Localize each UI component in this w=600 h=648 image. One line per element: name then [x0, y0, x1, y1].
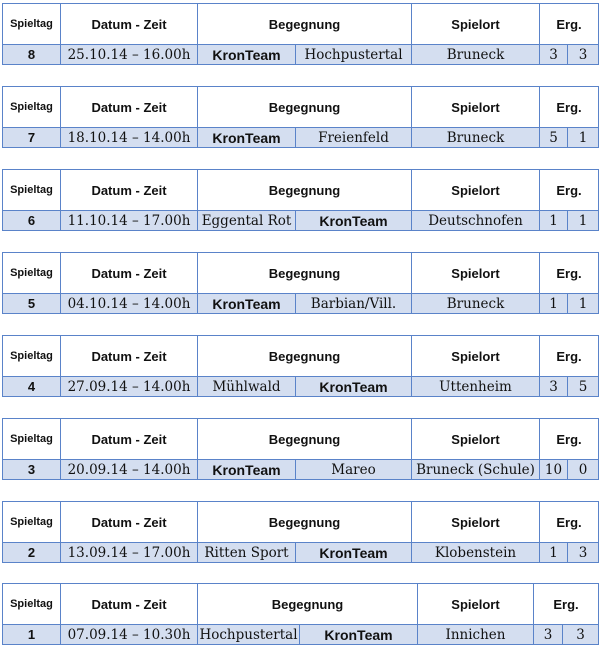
away-team-cell: KronTeam: [296, 543, 412, 563]
spielort-cell: Innichen: [418, 625, 534, 645]
header-spielort: Spielort: [418, 584, 534, 625]
header-datum: Datum - Zeit: [61, 4, 198, 45]
header-spielort: Spielort: [412, 336, 540, 377]
home-team-cell: KronTeam: [198, 45, 296, 65]
header-spielort: Spielort: [412, 253, 540, 294]
header-ergebnis: Erg.: [540, 502, 599, 543]
match-row: [3, 128, 599, 148]
match-table: [2, 583, 599, 645]
away-goals-cell: 0: [568, 460, 599, 480]
spielort-cell: Bruneck (Schule): [412, 460, 540, 480]
header-spieltag: Spieltag: [3, 584, 61, 625]
away-goals-cell: 1: [568, 294, 599, 314]
away-team-cell: KronTeam: [296, 211, 412, 231]
home-team-cell: Eggental Rot: [198, 211, 296, 231]
home-goals-cell: 10: [540, 460, 568, 480]
match-row: [3, 294, 599, 314]
header-spielort: Spielort: [412, 87, 540, 128]
home-goals-cell: 1: [540, 294, 568, 314]
home-goals-cell: 3: [540, 377, 568, 397]
spielort-cell: Uttenheim: [412, 377, 540, 397]
header-spielort: Spielort: [412, 419, 540, 460]
home-team-cell: KronTeam: [198, 128, 296, 148]
away-team-cell: Freienfeld: [296, 128, 412, 148]
away-goals-cell: 1: [568, 128, 599, 148]
datum-cell: 20.09.14 – 14.00h: [61, 460, 198, 480]
spielort-cell: Bruneck: [412, 294, 540, 314]
spieltag-cell: 6: [3, 211, 61, 231]
datum-cell: 11.10.14 – 17.00h: [61, 211, 198, 231]
header-row: [3, 253, 599, 294]
home-goals-cell: 5: [540, 128, 568, 148]
header-spielort: Spielort: [412, 4, 540, 45]
spieltag-cell: 5: [3, 294, 61, 314]
header-spieltag: Spieltag: [3, 336, 61, 377]
header-spieltag: Spieltag: [3, 253, 61, 294]
header-spieltag: Spieltag: [3, 170, 61, 211]
away-goals-cell: 1: [568, 211, 599, 231]
header-ergebnis: Erg.: [540, 4, 599, 45]
datum-cell: 18.10.14 – 14.00h: [61, 128, 198, 148]
match-table: [2, 169, 599, 231]
home-team-cell: Hochpustertal: [199, 626, 298, 643]
header-spieltag: Spieltag: [3, 419, 61, 460]
home-team-cell: KronTeam: [198, 460, 296, 480]
match-table: [2, 418, 599, 480]
spieltag-cell: 4: [3, 377, 61, 397]
header-begegnung: Begegnung: [198, 87, 412, 128]
datum-cell: 25.10.14 – 16.00h: [61, 45, 198, 65]
spielort-cell: Klobenstein: [412, 543, 540, 563]
spieltag-cell: 3: [3, 460, 61, 480]
away-team-cell: KronTeam: [296, 377, 412, 397]
datum-cell: 07.09.14 – 10.30h: [61, 625, 198, 645]
away-team-cell: KronTeam: [300, 625, 418, 645]
match-table: [2, 252, 599, 314]
header-spieltag: Spieltag: [3, 502, 61, 543]
spieltag-cell: 2: [3, 543, 61, 563]
home-team-cell: KronTeam: [198, 294, 296, 314]
header-ergebnis: Erg.: [540, 253, 599, 294]
header-row: [3, 170, 599, 211]
header-datum: Datum - Zeit: [61, 87, 198, 128]
header-ergebnis: Erg.: [540, 87, 599, 128]
header-begegnung: Begegnung: [198, 502, 412, 543]
away-goals-cell: 3: [568, 543, 599, 563]
header-row: [3, 4, 599, 45]
header-begegnung: Begegnung: [198, 419, 412, 460]
match-row: [3, 211, 599, 231]
match-row: [3, 625, 599, 645]
header-datum: Datum - Zeit: [61, 584, 198, 625]
header-row: [3, 336, 599, 377]
header-ergebnis: Erg.: [540, 170, 599, 211]
match-row: [3, 460, 599, 480]
header-begegnung: Begegnung: [198, 170, 412, 211]
away-goals-cell: 5: [568, 377, 599, 397]
spieltag-cell: 8: [3, 45, 61, 65]
header-datum: Datum - Zeit: [61, 502, 198, 543]
header-spielort: Spielort: [412, 170, 540, 211]
match-table: [2, 86, 599, 148]
home-team-cell: Mühlwald: [198, 377, 296, 397]
header-spieltag: Spieltag: [3, 87, 61, 128]
away-goals-cell: 3: [568, 45, 599, 65]
header-datum: Datum - Zeit: [61, 419, 198, 460]
away-team-cell: Mareo: [296, 460, 412, 480]
spieltag-cell: 7: [3, 128, 61, 148]
spielort-cell: Bruneck: [412, 128, 540, 148]
home-goals-cell: 1: [540, 543, 568, 563]
datum-cell: 27.09.14 – 14.00h: [61, 377, 198, 397]
match-row: [3, 45, 599, 65]
header-row: [3, 419, 599, 460]
home-goals-cell: 3: [540, 45, 568, 65]
header-datum: Datum - Zeit: [61, 170, 198, 211]
match-table: [2, 335, 599, 397]
spielort-cell: Deutschnofen: [412, 211, 540, 231]
spieltag-cell: 1: [3, 625, 61, 645]
header-datum: Datum - Zeit: [61, 336, 198, 377]
header-ergebnis: Erg.: [540, 336, 599, 377]
header-spielort: Spielort: [412, 502, 540, 543]
home-team-cell: Ritten Sport: [198, 543, 296, 563]
datum-cell: 04.10.14 – 14.00h: [61, 294, 198, 314]
header-row: [3, 502, 599, 543]
away-goals-cell: 3: [563, 625, 599, 645]
match-row: [3, 377, 599, 397]
header-datum: Datum - Zeit: [61, 253, 198, 294]
away-team-cell: Barbian/Vill.: [296, 294, 412, 314]
header-ergebnis: Erg.: [534, 584, 599, 625]
datum-cell: 13.09.14 – 17.00h: [61, 543, 198, 563]
header-begegnung: Begegnung: [198, 253, 412, 294]
spielort-cell: Bruneck: [412, 45, 540, 65]
header-ergebnis: Erg.: [540, 419, 599, 460]
home-goals-cell: 1: [540, 211, 568, 231]
match-row: [3, 543, 599, 563]
match-table: [2, 3, 599, 65]
header-begegnung: Begegnung: [198, 4, 412, 45]
header-begegnung: Begegnung: [198, 336, 412, 377]
header-row: [3, 584, 599, 625]
away-team-cell: Hochpustertal: [296, 45, 412, 65]
header-spieltag: Spieltag: [3, 4, 61, 45]
home-goals-cell: 3: [534, 625, 563, 645]
match-table: [2, 501, 599, 563]
header-row: [3, 87, 599, 128]
header-begegnung: Begegnung: [198, 584, 418, 625]
